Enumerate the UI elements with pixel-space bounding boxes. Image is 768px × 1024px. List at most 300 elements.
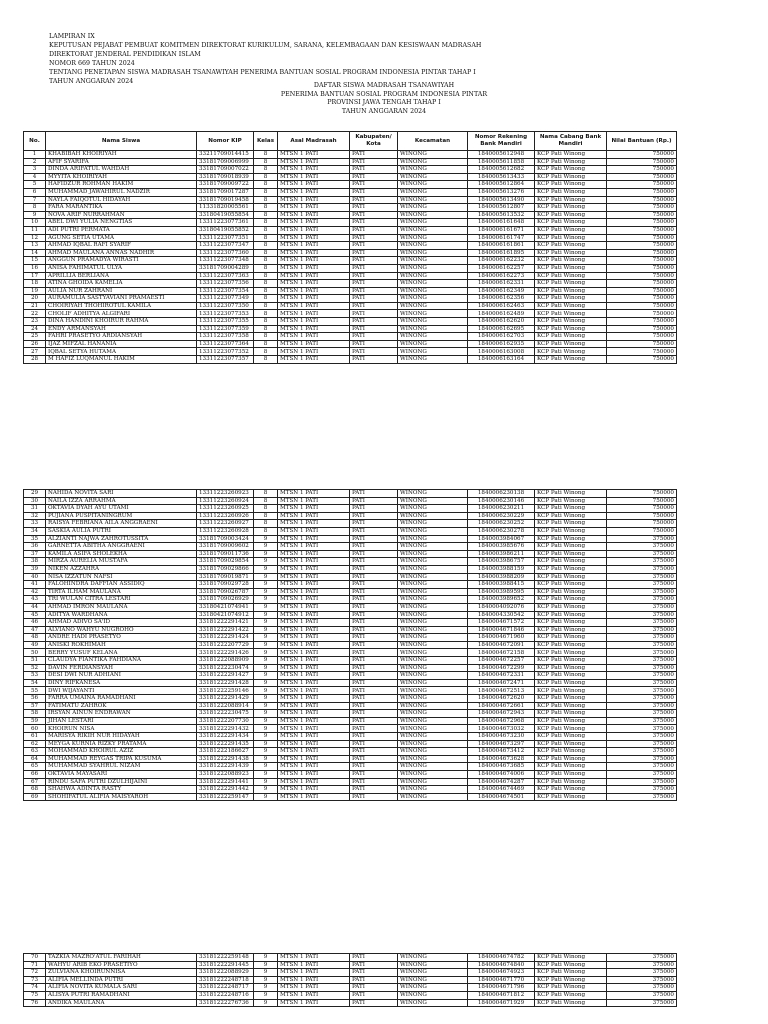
- cell-class: 9: [254, 969, 278, 977]
- cell-school: MTSN 1 PATI: [278, 565, 350, 573]
- table-row: [24, 204, 677, 212]
- table-row: [24, 786, 677, 794]
- cell-class: 8: [254, 512, 278, 520]
- cell-class: 9: [254, 717, 278, 725]
- cell-no: 68: [24, 786, 46, 794]
- cell-amount: 375000: [607, 961, 677, 969]
- cell-branch: KCP Pati Winong: [535, 763, 607, 771]
- cell-district: WINONG: [398, 356, 468, 364]
- cell-no: 13: [24, 242, 46, 250]
- table-row: [24, 961, 677, 969]
- cell-name: ANDRE HADI PRASETYO: [46, 634, 197, 642]
- cell-class: 9: [254, 991, 278, 999]
- table-row: [24, 733, 677, 741]
- cell-class: 9: [254, 535, 278, 543]
- cell-account: 1840004672158: [468, 649, 535, 657]
- cell-account: 1840004673412: [468, 748, 535, 756]
- cell-account: 1840006230278: [468, 527, 535, 535]
- cell-district: WINONG: [398, 991, 468, 999]
- cell-account: 1840004671929: [468, 999, 535, 1007]
- cell-branch: KCP Pati Winong: [535, 287, 607, 295]
- cell-amount: 750000: [607, 356, 677, 364]
- table-row: [24, 573, 677, 581]
- cell-amount: 750000: [607, 234, 677, 242]
- cell-account: 1840004674923: [468, 969, 535, 977]
- cell-amount: 375000: [607, 969, 677, 977]
- cell-amount: 750000: [607, 505, 677, 513]
- cell-branch: KCP Pati Winong: [535, 588, 607, 596]
- cell-account: 1840004671846: [468, 626, 535, 634]
- title-line-1: DAFTAR SISWA MADRASAH TSANAWIYAH: [313, 82, 455, 89]
- cell-regency: PATI: [350, 535, 398, 543]
- cell-regency: PATI: [350, 702, 398, 710]
- cell-school: MTSN 1 PATI: [278, 596, 350, 604]
- cell-branch: KCP Pati Winong: [535, 242, 607, 250]
- table-row: [24, 793, 677, 801]
- cell-regency: PATI: [350, 786, 398, 794]
- cell-kip: 1331122326092​3: [197, 490, 254, 498]
- col-header-account: Nomor Rekening Bank Mandiri: [468, 132, 535, 151]
- table-row: [24, 166, 677, 174]
- table-row: [24, 740, 677, 748]
- cell-no: 76: [24, 999, 46, 1007]
- cell-district: WINONG: [398, 196, 468, 204]
- cell-regency: PATI: [350, 188, 398, 196]
- cell-amount: 750000: [607, 527, 677, 535]
- cell-name: FARA MARANTIKA: [46, 204, 197, 212]
- cell-district: WINONG: [398, 770, 468, 778]
- cell-kip: 1331122307736​1: [197, 219, 254, 227]
- cell-kip: 1331122307734​7: [197, 242, 254, 250]
- cell-name: AGUNG SETIA UTAMA: [46, 234, 197, 242]
- cell-regency: PATI: [350, 596, 398, 604]
- cell-amount: 375000: [607, 770, 677, 778]
- cell-kip: 3318122223047​4: [197, 664, 254, 672]
- table-row: [24, 512, 677, 520]
- cell-no: 34: [24, 527, 46, 535]
- cell-kip: 1331122307734​8: [197, 257, 254, 265]
- cell-no: 27: [24, 348, 46, 356]
- cell-district: WINONG: [398, 695, 468, 703]
- cell-district: WINONG: [398, 188, 468, 196]
- cell-kip: 3318122220772​9: [197, 641, 254, 649]
- cell-amount: 375000: [607, 641, 677, 649]
- cell-no: 52: [24, 664, 46, 672]
- cell-amount: 375000: [607, 611, 677, 619]
- cell-kip: 3318042107491​2: [197, 611, 254, 619]
- cell-district: WINONG: [398, 717, 468, 725]
- cell-no: 72: [24, 969, 46, 977]
- cell-district: WINONG: [398, 340, 468, 348]
- cell-district: WINONG: [398, 778, 468, 786]
- cell-name: OKTAVIA DYAH AYU UTAMI: [46, 505, 197, 513]
- cell-district: WINONG: [398, 969, 468, 977]
- col-header-amount: Nilai Bantuan (Rp.): [607, 132, 677, 151]
- cell-district: WINONG: [398, 257, 468, 265]
- table-row: [24, 770, 677, 778]
- cell-account: 1840006162703: [468, 333, 535, 341]
- cell-regency: PATI: [350, 226, 398, 234]
- cell-name: NAHIDA NOVITA SARI: [46, 490, 197, 498]
- cell-regency: PATI: [350, 340, 398, 348]
- cell-no: 10: [24, 219, 46, 227]
- cell-school: MTSN 1 PATI: [278, 166, 350, 174]
- cell-regency: PATI: [350, 778, 398, 786]
- table-row: [24, 679, 677, 687]
- cell-branch: KCP Pati Winong: [535, 657, 607, 665]
- cell-class: 9: [254, 634, 278, 642]
- table-row: [24, 280, 677, 288]
- cell-branch: KCP Pati Winong: [535, 550, 607, 558]
- cell-account: 1840006161747: [468, 234, 535, 242]
- cell-district: WINONG: [398, 325, 468, 333]
- cell-kip: 1331122307735​5: [197, 318, 254, 326]
- cell-account: 1840003985676: [468, 543, 535, 551]
- cell-kip: 3318170901893​9: [197, 173, 254, 181]
- cell-class: 8: [254, 226, 278, 234]
- table-row: [24, 634, 677, 642]
- cell-account: 1840006162232: [468, 257, 535, 265]
- header-line-subject: TENTANG PENETAPAN SISWA MADRASAH TSANAWIYAH PENERIMA BANTUAN SOSIAL PROGRAM INDONESIA PINTAR TAHAP I: [49, 68, 476, 76]
- cell-amount: 375000: [607, 596, 677, 604]
- table-row: [24, 991, 677, 999]
- header-line-directorate: DIREKTORAT JENDERAL PENDIDIKAN ISLAM: [49, 50, 201, 58]
- table-row: [24, 234, 677, 242]
- cell-regency: PATI: [350, 151, 398, 159]
- cell-class: 9: [254, 748, 278, 756]
- cell-branch: KCP Pati Winong: [535, 249, 607, 257]
- cell-amount: 375000: [607, 778, 677, 786]
- cell-amount: 750000: [607, 226, 677, 234]
- cell-kip: 3318122208891​4: [197, 702, 254, 710]
- cell-class: 8: [254, 249, 278, 257]
- cell-no: 64: [24, 755, 46, 763]
- cell-amount: 375000: [607, 786, 677, 794]
- table-row: [24, 596, 677, 604]
- cell-no: 30: [24, 497, 46, 505]
- cell-account: 1840006163164: [468, 356, 535, 364]
- cell-name: CHOIRIYAH THOHIROTUL KAMILA: [46, 302, 197, 310]
- cell-school: MTSN 1 PATI: [278, 573, 350, 581]
- cell-name: MUHAMMAD REYGAS TRIPA KUSUMA: [46, 755, 197, 763]
- cell-branch: KCP Pati Winong: [535, 272, 607, 280]
- cell-district: WINONG: [398, 976, 468, 984]
- cell-amount: 750000: [607, 196, 677, 204]
- cell-regency: PATI: [350, 961, 398, 969]
- cell-amount: 750000: [607, 151, 677, 159]
- cell-school: MTSN 1 PATI: [278, 181, 350, 189]
- cell-class: 8: [254, 348, 278, 356]
- cell-amount: 750000: [607, 497, 677, 505]
- cell-no: 66: [24, 770, 46, 778]
- cell-district: WINONG: [398, 242, 468, 250]
- cell-name: KAMILA ASIFA SHOLEKHA: [46, 550, 197, 558]
- cell-class: 9: [254, 984, 278, 992]
- cell-district: WINONG: [398, 166, 468, 174]
- cell-class: 8: [254, 527, 278, 535]
- cell-district: WINONG: [398, 626, 468, 634]
- cell-regency: PATI: [350, 166, 398, 174]
- cell-class: 9: [254, 778, 278, 786]
- cell-regency: PATI: [350, 490, 398, 498]
- table-row: [24, 664, 677, 672]
- cell-class: 9: [254, 581, 278, 589]
- cell-regency: PATI: [350, 550, 398, 558]
- cell-regency: PATI: [350, 611, 398, 619]
- cell-regency: PATI: [350, 717, 398, 725]
- cell-kip: 1331122326092​6: [197, 512, 254, 520]
- cell-name: NAILA IZZA ARRAHMA: [46, 497, 197, 505]
- cell-district: WINONG: [398, 573, 468, 581]
- cell-branch: KCP Pati Winong: [535, 340, 607, 348]
- cell-school: MTSN 1 PATI: [278, 173, 350, 181]
- table-row: [24, 748, 677, 756]
- cell-class: 8: [254, 219, 278, 227]
- cell-kip: 1331122326092​4: [197, 497, 254, 505]
- cell-district: WINONG: [398, 249, 468, 257]
- cell-kip: 1331122307736​0: [197, 249, 254, 257]
- cell-account: 1840004671572: [468, 619, 535, 627]
- cell-class: 9: [254, 596, 278, 604]
- cell-district: WINONG: [398, 984, 468, 992]
- cell-name: SHOHIFATUL ALIFIA MAISYAROH: [46, 793, 197, 801]
- cell-class: 8: [254, 151, 278, 159]
- cell-school: MTSN 1 PATI: [278, 710, 350, 718]
- cell-amount: 375000: [607, 710, 677, 718]
- cell-account: 1840003988415: [468, 581, 535, 589]
- cell-regency: PATI: [350, 619, 398, 627]
- cell-class: 8: [254, 333, 278, 341]
- cell-kip: 3318122225914​7: [197, 793, 254, 801]
- table-row: [24, 717, 677, 725]
- cell-district: WINONG: [398, 755, 468, 763]
- cell-kip: 1133182000556​1: [197, 204, 254, 212]
- cell-account: 1840005612864: [468, 181, 535, 189]
- cell-kip: 3318122229143​8: [197, 755, 254, 763]
- cell-amount: 375000: [607, 543, 677, 551]
- cell-district: WINONG: [398, 272, 468, 280]
- cell-school: MTSN 1 PATI: [278, 679, 350, 687]
- cell-name: DINY RIFKANESA: [46, 679, 197, 687]
- cell-branch: KCP Pati Winong: [535, 961, 607, 969]
- cell-name: IJAZ MIFZAL HANANIA: [46, 340, 197, 348]
- cell-regency: PATI: [350, 272, 398, 280]
- cell-branch: KCP Pati Winong: [535, 520, 607, 528]
- cell-kip: 3318170901945​8: [197, 196, 254, 204]
- cell-regency: PATI: [350, 287, 398, 295]
- table-row: [24, 626, 677, 634]
- cell-no: 11: [24, 226, 46, 234]
- cell-regency: PATI: [350, 558, 398, 566]
- cell-kip: 3318122224871​6: [197, 991, 254, 999]
- cell-amount: 375000: [607, 664, 677, 672]
- cell-name: ENDY ARMANSYAH: [46, 325, 197, 333]
- cell-no: 37: [24, 550, 46, 558]
- cell-district: WINONG: [398, 302, 468, 310]
- table-row: [24, 181, 677, 189]
- cell-branch: KCP Pati Winong: [535, 543, 607, 551]
- cell-amount: 375000: [607, 558, 677, 566]
- cell-name: NIKEN AZZAHRA: [46, 565, 197, 573]
- cell-name: FAHRI PRASETYO ARDIANSYAH: [46, 333, 197, 341]
- cell-name: RINDU SAFA PUTRI DZULHIJAINI: [46, 778, 197, 786]
- table-row: [24, 588, 677, 596]
- cell-no: 47: [24, 626, 46, 634]
- cell-branch: KCP Pati Winong: [535, 318, 607, 326]
- cell-district: WINONG: [398, 280, 468, 288]
- cell-amount: 375000: [607, 550, 677, 558]
- cell-kip: 3318170901728​7: [197, 188, 254, 196]
- cell-branch: KCP Pati Winong: [535, 558, 607, 566]
- cell-amount: 375000: [607, 976, 677, 984]
- cell-class: 9: [254, 649, 278, 657]
- cell-account: 1840006230211: [468, 505, 535, 513]
- cell-no: 54: [24, 679, 46, 687]
- cell-account: 1840004672620: [468, 695, 535, 703]
- cell-kip: 3318122229142​1: [197, 619, 254, 627]
- cell-name: M HAFIZ LUQMANUL HAKIM: [46, 356, 197, 364]
- cell-class: 8: [254, 181, 278, 189]
- cell-account: 1840005612682: [468, 166, 535, 174]
- cell-district: WINONG: [398, 649, 468, 657]
- cell-no: 3: [24, 166, 46, 174]
- header-line-decree: KEPUTUSAN PEJABAT PEMBUAT KOMITMEN DIREKTORAT KURIKULUM, SARANA, KELEMBAGAAN DAN KESISWAAN MADRASAH: [49, 41, 482, 49]
- cell-kip: 1331122307734​9: [197, 295, 254, 303]
- cell-district: WINONG: [398, 520, 468, 528]
- cell-school: MTSN 1 PATI: [278, 356, 350, 364]
- table-row: [24, 302, 677, 310]
- cell-no: 29: [24, 490, 46, 498]
- table-row: [24, 340, 677, 348]
- cell-name: DWI WIJAYANTI: [46, 687, 197, 695]
- table-row: [24, 497, 677, 505]
- cell-district: WINONG: [398, 672, 468, 680]
- cell-school: MTSN 1 PATI: [278, 793, 350, 801]
- cell-name: ALIFIA MELLINDA PUTRI: [46, 976, 197, 984]
- cell-name: ANISKI ROKHIMAH: [46, 641, 197, 649]
- cell-name: OKTAVIA MAYASARI: [46, 770, 197, 778]
- cell-school: MTSN 1 PATI: [278, 272, 350, 280]
- cell-account: 1840003989595: [468, 588, 535, 596]
- cell-regency: PATI: [350, 999, 398, 1007]
- cell-branch: KCP Pati Winong: [535, 581, 607, 589]
- cell-name: ADITYA WARDHANA: [46, 611, 197, 619]
- cell-regency: PATI: [350, 573, 398, 581]
- cell-branch: KCP Pati Winong: [535, 196, 607, 204]
- table-row: [24, 356, 677, 364]
- cell-class: 9: [254, 954, 278, 962]
- cell-district: WINONG: [398, 603, 468, 611]
- cell-kip: 3318170900972​2: [197, 181, 254, 189]
- cell-branch: KCP Pati Winong: [535, 181, 607, 189]
- cell-branch: KCP Pati Winong: [535, 786, 607, 794]
- cell-name: ALVIANO WAHYU NUGROHO: [46, 626, 197, 634]
- cell-district: WINONG: [398, 581, 468, 589]
- cell-kip: 3318170900960​2: [197, 543, 254, 551]
- table-row: [24, 310, 677, 318]
- cell-class: 9: [254, 626, 278, 634]
- cell-district: WINONG: [398, 158, 468, 166]
- cell-account: 1840003988209: [468, 573, 535, 581]
- cell-name: DINDA ARIFATUL WAHDAH: [46, 166, 197, 174]
- cell-school: MTSN 1 PATI: [278, 505, 350, 513]
- cell-school: MTSN 1 PATI: [278, 497, 350, 505]
- cell-regency: PATI: [350, 527, 398, 535]
- cell-no: 9: [24, 211, 46, 219]
- cell-branch: KCP Pati Winong: [535, 969, 607, 977]
- cell-name: ZULVIANA KHOIRUNNISA: [46, 969, 197, 977]
- table-row: [24, 333, 677, 341]
- cell-account: 1840006162356: [468, 295, 535, 303]
- cell-branch: KCP Pati Winong: [535, 954, 607, 962]
- cell-no: 20: [24, 295, 46, 303]
- cell-class: 9: [254, 740, 278, 748]
- cell-class: 9: [254, 565, 278, 573]
- table-row: [24, 778, 677, 786]
- cell-class: 8: [254, 287, 278, 295]
- col-header-no: No.: [24, 132, 46, 151]
- cell-kip: 1331122307735​7: [197, 356, 254, 364]
- cell-school: MTSN 1 PATI: [278, 490, 350, 498]
- cell-account: 1840004674287: [468, 778, 535, 786]
- cell-school: MTSN 1 PATI: [278, 778, 350, 786]
- cell-name: ANGGUN PRAMADYA WIRASTI: [46, 257, 197, 265]
- cell-class: 8: [254, 264, 278, 272]
- cell-branch: KCP Pati Winong: [535, 333, 607, 341]
- cell-class: 9: [254, 770, 278, 778]
- cell-district: WINONG: [398, 679, 468, 687]
- table-row: [24, 619, 677, 627]
- cell-amount: 375000: [607, 657, 677, 665]
- cell-account: 1840004672091: [468, 641, 535, 649]
- cell-no: 33: [24, 520, 46, 528]
- col-header-district: Kecamatan: [398, 132, 468, 151]
- cell-school: MTSN 1 PATI: [278, 649, 350, 657]
- cell-class: 9: [254, 588, 278, 596]
- cell-district: WINONG: [398, 954, 468, 962]
- cell-class: 8: [254, 318, 278, 326]
- table-row: [24, 527, 677, 535]
- table-row: [24, 687, 677, 695]
- cell-school: MTSN 1 PATI: [278, 626, 350, 634]
- cell-kip: 1331122307735​1: [197, 234, 254, 242]
- cell-school: MTSN 1 PATI: [278, 733, 350, 741]
- cell-kip: 3318170900428​9: [197, 264, 254, 272]
- cell-regency: PATI: [350, 565, 398, 573]
- cell-no: 38: [24, 558, 46, 566]
- cell-name: ALZIANTI NAJWA ZAHROTUSSITA: [46, 535, 197, 543]
- cell-regency: PATI: [350, 763, 398, 771]
- cell-district: WINONG: [398, 181, 468, 189]
- cell-school: MTSN 1 PATI: [278, 725, 350, 733]
- cell-school: MTSN 1 PATI: [278, 770, 350, 778]
- cell-kip: 3318122208892​9: [197, 969, 254, 977]
- cell-regency: PATI: [350, 581, 398, 589]
- cell-name: HAFIDZUR ROHMAN HAKIM: [46, 181, 197, 189]
- table-row: [24, 196, 677, 204]
- cell-name: ANISA FAHIMATUL ULYA: [46, 264, 197, 272]
- cell-amount: 750000: [607, 490, 677, 498]
- cell-account: 1840004092076: [468, 603, 535, 611]
- cell-account: 1840006230229: [468, 512, 535, 520]
- cell-school: MTSN 1 PATI: [278, 558, 350, 566]
- cell-district: WINONG: [398, 702, 468, 710]
- cell-account: 1840005613532: [468, 211, 535, 219]
- cell-name: NAYLA FAIQOTUL HIDAYAH: [46, 196, 197, 204]
- cell-name: SHAHWA ADINTA RASTY: [46, 786, 197, 794]
- cell-kip: 1331122326092​7: [197, 520, 254, 528]
- cell-school: MTSN 1 PATI: [278, 204, 350, 212]
